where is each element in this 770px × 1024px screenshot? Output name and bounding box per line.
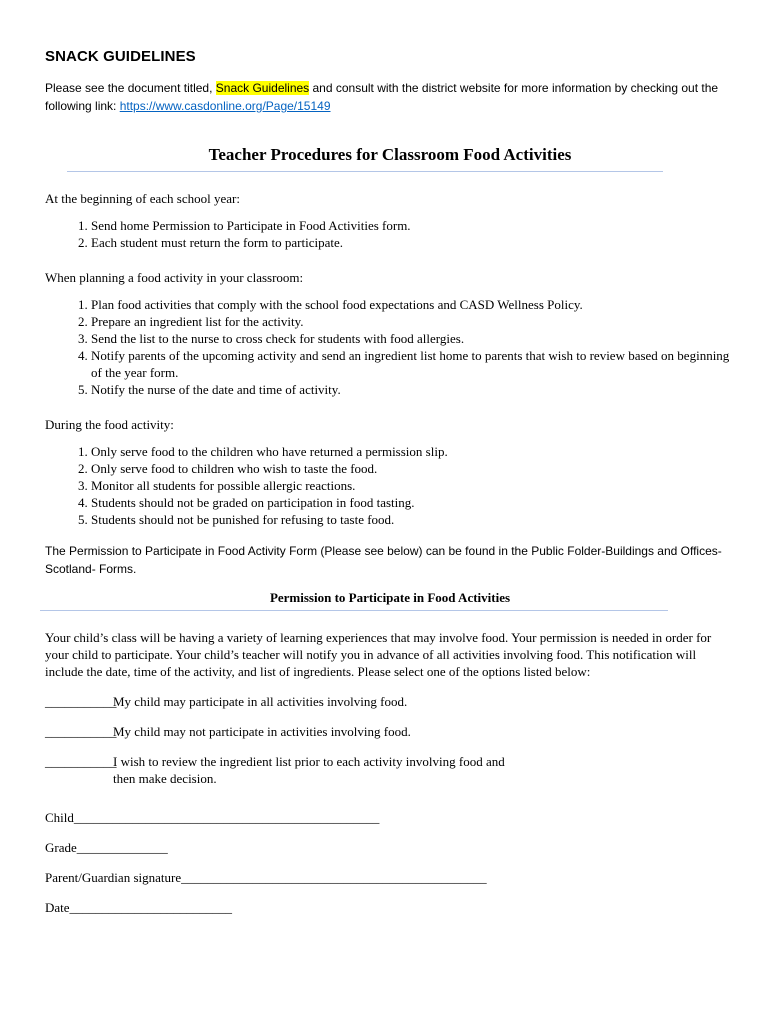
permission-option[interactable]	[45, 723, 735, 740]
snack-guidelines-heading: SNACK GUIDELINES	[45, 48, 196, 65]
list-item: 4. Notify parents of the upcoming activity and send an ingredient list home to parents that wish to review based on beginning of the year form.	[91, 347, 735, 381]
snack-guidelines-highlight: Snack Guidelines	[215, 81, 310, 95]
option-label: My child may participate in all activities involving food.	[113, 694, 408, 709]
option-checkbox-line[interactable]: ___________	[45, 754, 117, 769]
start-of-year-list	[45, 217, 735, 251]
snack-intro-paragraph	[45, 79, 735, 115]
permission-option[interactable]	[45, 693, 735, 710]
permission-divider	[40, 610, 668, 611]
list-item: 5. Students should not be punished for refusing to taste food.	[91, 511, 735, 528]
planning-list	[45, 296, 735, 398]
procedures-title: Teacher Procedures for Classroom Food Activities	[208, 145, 572, 164]
list-item: 1. Only serve food to the children who have returned a permission slip.	[91, 443, 735, 460]
intro-text-start: Please see the document titled,	[45, 81, 216, 95]
during-activity-list	[45, 443, 735, 528]
planning-lead: When planning a food activity in your classroom:	[45, 270, 304, 285]
list-item: 2. Prepare an ingredient list for the activity.	[91, 313, 735, 330]
document-page	[45, 48, 735, 916]
permission-option[interactable]	[45, 753, 735, 787]
list-item: 1. Plan food activities that comply with the school food expectations and CASD Wellness Policy.	[91, 296, 735, 313]
list-item: 3. Send the list to the nurse to cross check for students with food allergies.	[91, 330, 735, 347]
parent-signature-field[interactable]: Parent/Guardian signature_______________________________________________	[45, 870, 487, 885]
list-item: 5. Notify the nurse of the date and time of activity.	[91, 381, 735, 398]
option-checkbox-line[interactable]: ___________	[45, 694, 117, 709]
list-item: 4. Students should not be graded on participation in food tasting.	[91, 494, 735, 511]
district-website-link[interactable]: https://www.casdonline.org/Page/15149	[119, 99, 331, 113]
during-activity-lead: During the food activity:	[45, 417, 174, 432]
child-name-field[interactable]: Child_______________________________________________	[45, 810, 380, 825]
start-of-year-lead: At the beginning of each school year:	[45, 191, 240, 206]
permission-body: Your child’s class will be having a variety of learning experiences that may involve food. Your permission is needed in order for your child to participate. Your child’s teacher will notify you in advance of all activities involving food. This notification will include the date, time of the activity, and list of ingredients. Please select one of the options listed below:	[45, 630, 712, 679]
option-label: I wish to review the ingredient list prior to each activity involving food and then make decision.	[113, 754, 505, 786]
list-item: 3. Monitor all students for possible allergic reactions.	[91, 477, 735, 494]
grade-field[interactable]: Grade______________	[45, 840, 168, 855]
option-label: My child may not participate in activities involving food.	[113, 724, 411, 739]
list-item: 2. Only serve food to children who wish to taste the food.	[91, 460, 735, 477]
date-field[interactable]: Date_________________________	[45, 900, 233, 915]
title-divider	[67, 171, 663, 172]
permission-title: Permission to Participate in Food Activities	[269, 590, 511, 605]
form-location-note: The Permission to Participate in Food Activity Form (Please see below) can be found in the Public Folder-Buildings and Offices- Scotland- Forms.	[45, 544, 722, 576]
option-checkbox-line[interactable]: ___________	[45, 724, 117, 739]
list-item: 2. Each student must return the form to participate.	[91, 234, 735, 251]
intro-text-end: and consult with the district website for more information by checking out the following link:	[45, 81, 719, 113]
list-item: 1. Send home Permission to Participate in Food Activities form.	[91, 217, 735, 234]
